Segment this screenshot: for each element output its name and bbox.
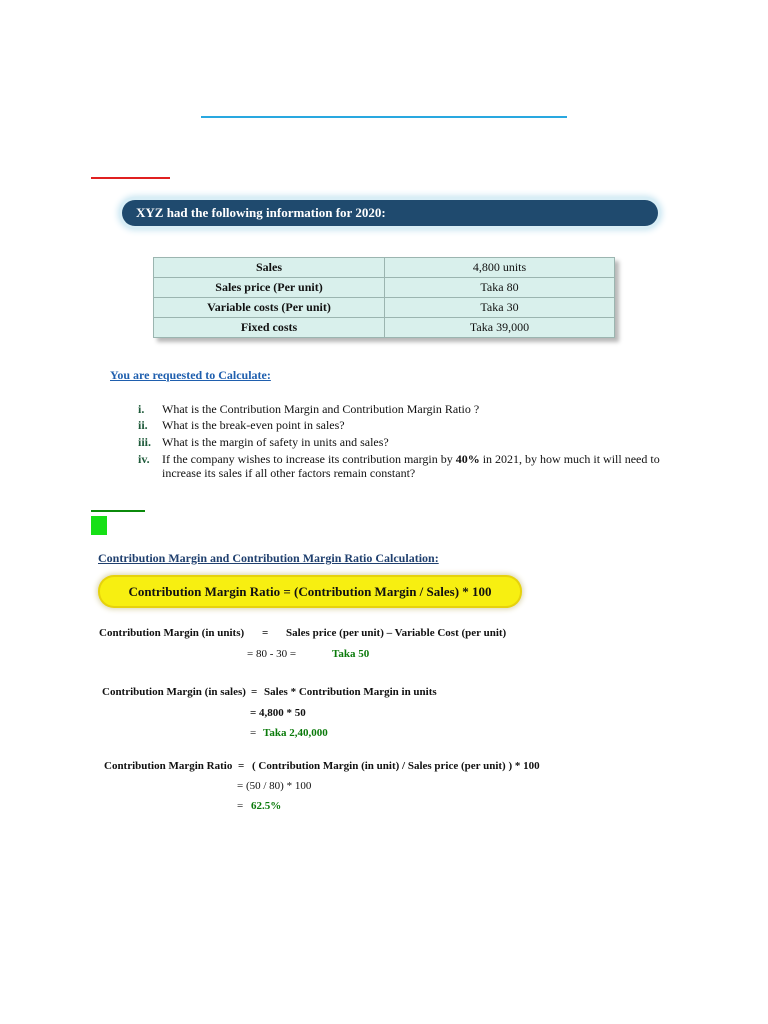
table-value: Taka 30 bbox=[385, 298, 615, 318]
table-label: Sales price (Per unit) bbox=[154, 278, 385, 298]
question-underline bbox=[91, 177, 170, 179]
question-number: iv. bbox=[138, 452, 150, 466]
cm-ratio-eq2: = bbox=[237, 800, 244, 812]
table-label: Fixed costs bbox=[154, 318, 385, 338]
table-label: Variable costs (Per unit) bbox=[154, 298, 385, 318]
problem-banner: XYZ had the following information for 2020: bbox=[122, 200, 658, 226]
request-title: You are requested to Calculate: bbox=[110, 368, 271, 382]
cm-ratio-eq: = bbox=[238, 760, 245, 772]
table-label: Sales bbox=[154, 258, 385, 278]
cm-units-result: Taka 50 bbox=[332, 648, 370, 660]
cm-units-formula: Sales price (per unit) – Variable Cost (per unit) bbox=[286, 627, 507, 639]
cm-units-eq: = bbox=[262, 627, 269, 639]
section-title: Contribution Margin and Contribution Margin Ratio Calculation: bbox=[98, 551, 439, 565]
table-row bbox=[154, 278, 615, 298]
question-text: What is the break-even point in sales? bbox=[162, 418, 345, 432]
info-table bbox=[153, 257, 615, 338]
problem-panel bbox=[108, 190, 678, 485]
cm-units-step: = 80 - 30 = bbox=[247, 648, 297, 660]
cm-ratio-label: Contribution Margin Ratio bbox=[104, 760, 233, 772]
cm-ratio-formula: ( Contribution Margin (in unit) / Sales price (per unit) ) * 100 bbox=[252, 760, 540, 772]
question-text-part: in 2021, by how much it will need to increase its sales if all other factors remain constant? bbox=[162, 452, 660, 480]
cm-sales-result: Taka 2,40,000 bbox=[263, 727, 328, 739]
question-text: What is the margin of safety in units and sales? bbox=[162, 435, 389, 449]
question-text bbox=[162, 452, 662, 480]
answer-underline bbox=[91, 510, 145, 512]
table-value: Taka 80 bbox=[385, 278, 615, 298]
cm-sales-eq: = bbox=[251, 686, 258, 698]
question-number: ii. bbox=[138, 418, 148, 432]
cm-ratio-result: 62.5% bbox=[251, 800, 282, 812]
cm-units-label: Contribution Margin (in units) bbox=[99, 627, 245, 639]
table-value: 4,800 units bbox=[385, 258, 615, 278]
title-underline bbox=[201, 116, 567, 118]
cm-sales-formula: Sales * Contribution Margin in units bbox=[264, 686, 437, 698]
cm-sales-label: Contribution Margin (in sales) bbox=[102, 686, 246, 698]
question-highlight: 40% bbox=[455, 452, 480, 466]
cm-sales-step: = 4,800 * 50 bbox=[250, 707, 306, 719]
question-number: i. bbox=[138, 402, 145, 416]
table-value: Taka 39,000 bbox=[385, 318, 615, 338]
question-text: What is the Contribution Margin and Contribution Margin Ratio ? bbox=[162, 402, 480, 416]
table-row bbox=[154, 298, 615, 318]
table-row bbox=[154, 318, 615, 338]
formula-banner: Contribution Margin Ratio = (Contribution Margin / Sales) * 100 bbox=[100, 577, 520, 606]
question-text-part: If the company wishes to increase its contribution margin by bbox=[162, 452, 456, 466]
cm-sales-eq2: = bbox=[250, 727, 257, 739]
question-number: iii. bbox=[138, 435, 152, 449]
cm-ratio-step: = (50 / 80) * 100 bbox=[237, 780, 312, 792]
answer-marker bbox=[91, 516, 107, 535]
table-row bbox=[154, 258, 615, 278]
